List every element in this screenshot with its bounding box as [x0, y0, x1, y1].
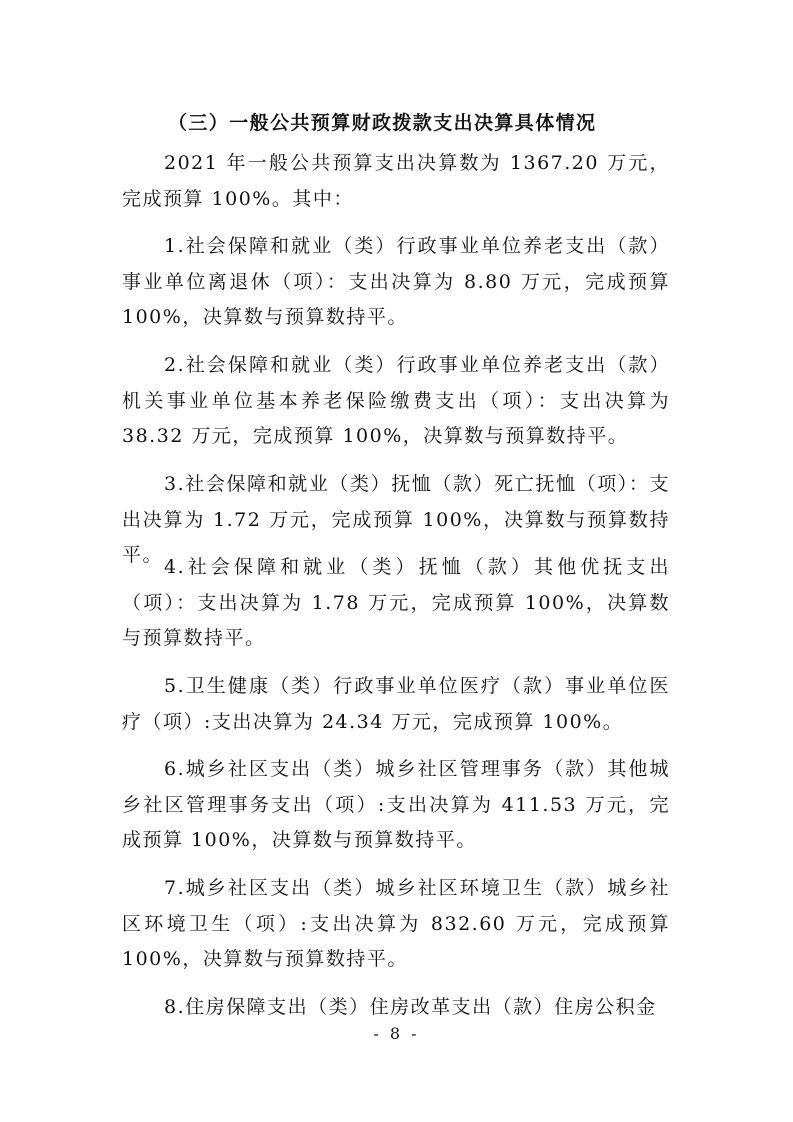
page-number: - 8 - [373, 1024, 420, 1043]
paragraph-item-1: 1.社会保障和就业（类）行政事业单位养老支出（款）事业单位离退休（项）：支出决算为 8.80 万元，完成预算 100%，决算数与预算数持平。 [122, 235, 670, 328]
paragraph-summary: 2021 年一般公共预算支出决算数为 1367.20 万元，完成预算 100%。其中： [122, 152, 670, 210]
paragraph-item-8: 8.住房保障支出（类）住房改革支出（款）住房公积金 [164, 996, 657, 1018]
paragraph-item-5: 5.卫生健康（类）行政事业单位医疗（款）事业单位医疗（项）:支出决算为 24.34 万元，完成预算 100%。 [122, 675, 670, 733]
paragraph-item-6: 6.城乡社区支出（类）城乡社区管理事务（款）其他城乡社区管理事务支出（项）:支出决算为 411.53 万元，完成预算 100%，决算数与预算数持平。 [122, 758, 670, 851]
paragraph-item-2: 2.社会保障和就业（类）行政事业单位养老支出（款）机关事业单位基本养老保险缴费支出（项）：支出决算为 38.32 万元，完成预算 100%，决算数与预算数持平。 [122, 354, 670, 447]
paragraph-item-4: 4.社会保障和就业（类）抚恤（款）其他优抚支出（项）：支出决算为 1.78 万元，完成预算 100%，决算数与预算数持平。 [122, 556, 670, 649]
paragraph-item-3: 3.社会保障和就业（类）抚恤（款）死亡抚恤（项）：支出决算为 1.72 万元，完成预算 100%，决算数与预算数持平。 [122, 473, 670, 566]
paragraph-item-7: 7.城乡社区支出（类）城乡社区环境卫生（款）城乡社区环境卫生（项）:支出决算为 832.60 万元，完成预算 100%，决算数与预算数持平。 [122, 877, 670, 970]
section-heading: （三）一般公共预算财政拨款支出决算具体情况 [168, 112, 597, 134]
